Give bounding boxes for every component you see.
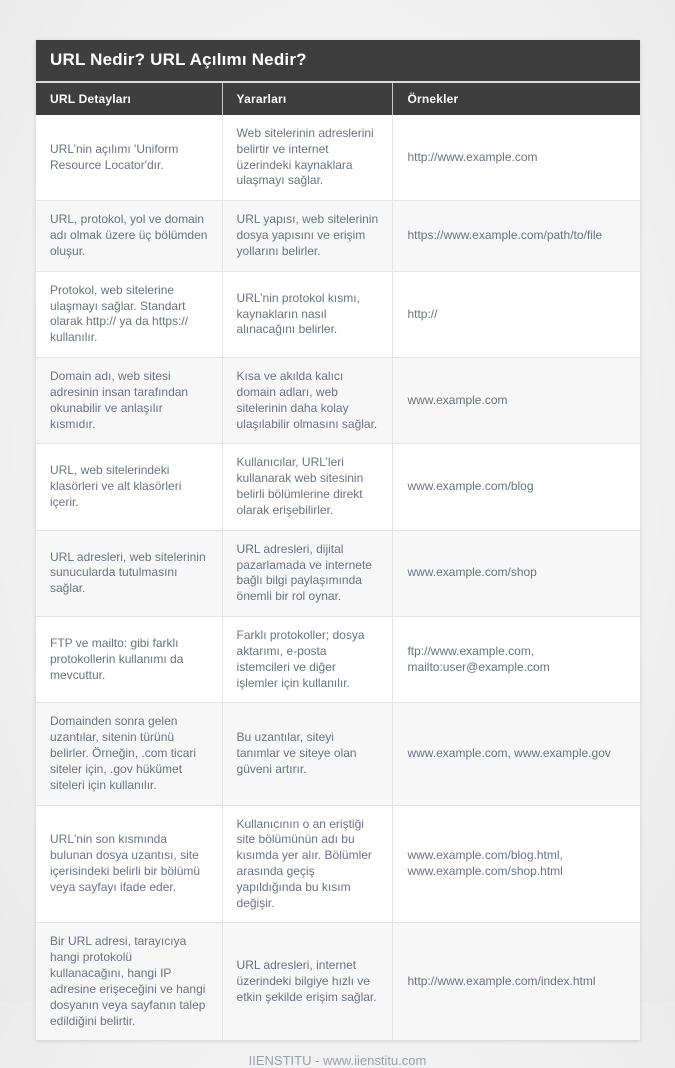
cell-ornek: http:// <box>393 271 640 357</box>
header-row <box>36 83 640 115</box>
cell-yarar: Bu uzantılar, siteyi tanımlar ve siteye olan güveni artırır. <box>222 703 393 805</box>
column-header-url-detaylari: URL Detayları <box>36 83 222 115</box>
table-row <box>36 271 640 357</box>
cell-ornek: https://www.example.com/path/to/file <box>393 201 640 271</box>
cell-yarar: URL’nin protokol kısmı, kaynakların nasıl alınacağını belirler. <box>222 271 393 357</box>
table-row <box>36 201 640 271</box>
column-header-yararlari: Yararları <box>222 83 393 115</box>
cell-detay: FTP ve mailto: gibi farklı protokollerin kullanımı da mevcuttur. <box>36 617 222 703</box>
page-title: URL Nedir? URL Açılımı Nedir? <box>36 40 640 83</box>
table-row <box>36 115 640 201</box>
cell-ornek: ftp://www.example.com, mailto:user@example.com <box>393 617 640 703</box>
cell-detay: URL’nin açılımı 'Uniform Resource Locator'dır. <box>50 141 179 172</box>
cell-ornek: www.example.com <box>393 358 640 444</box>
table-row <box>36 617 640 703</box>
table-row <box>36 444 640 530</box>
cell-detay: URL adresleri, web sitelerinin sunucularda tutulmasını sağlar. <box>36 530 222 616</box>
table-row <box>36 530 640 616</box>
url-details-table <box>36 83 640 1040</box>
cell-ornek: www.example.com/blog.html, www.example.com/shop.html <box>393 805 640 923</box>
cell-detay: Protokol, web sitelerine ulaşmayı sağlar. Standart olarak http:// ya da https:// kullanılır. <box>36 271 222 357</box>
cell-yarar: URL yapısı, web sitelerinin dosya yapısını ve erişim yollarını belirler. <box>222 201 393 271</box>
cell-ornek: www.example.com/shop <box>393 530 640 616</box>
cell-yarar: Farklı protokoller; dosya aktarımı, e-posta istemcileri ve diğer işlemler için kullanılır. <box>222 617 393 703</box>
table-row <box>36 805 640 923</box>
table-body <box>36 115 640 1040</box>
table-header <box>36 83 640 115</box>
cell-yarar: URL adresleri, dijital pazarlamada ve internete bağlı bilgi paylaşımında önemli bir rol oynar. <box>222 530 393 616</box>
cell-detay: Bir URL adresi, tarayıcıya hangi protokolü kullanacağını, hangi IP adresine erişeceğini ve hangi dosyanın veya sayfanın talep edildiğini belirtir. <box>36 923 222 1040</box>
cell-ornek: www.example.com/blog <box>393 444 640 530</box>
cell-detay: URL'nin son kısmında bulunan dosya uzantısı, site içerisindeki belirli bir bölümü veya sayfayı ifade eder. <box>36 805 222 923</box>
column-header-ornekler: Örnekler <box>393 83 640 115</box>
cell-ornek: http://www.example.com/index.html <box>393 923 640 1040</box>
cell-yarar: Kısa ve akılda kalıcı domain adları, web sitelerinin daha kolay ulaşılabilir olmasını sağlar. <box>222 358 393 444</box>
table-row <box>36 923 640 1040</box>
cell-ornek: http://www.example.com <box>393 115 640 201</box>
cell-yarar: URL adresleri, internet üzerindeki bilgiye hızlı ve etkin şekilde erişim sağlar. <box>222 923 393 1040</box>
cell-detay: Domainden sonra gelen uzantılar, sitenin türünü belirler. Örneğin, .com ticari siteler için, .gov hükümet siteleri için kullanılır. <box>36 703 222 805</box>
footer-credit: IIENSTITU - www.iienstitu.com <box>248 1053 427 1068</box>
cell-yarar: Kullanıcının o an eriştiği site bölümünün adı bu kısımda yer alır. Bölümler arasında geçiş yapıldığında bu kısım değişir. <box>222 805 393 923</box>
cell-detay: Domain adı, web sitesi adresinin insan tarafından okunabilir ve anlaşılır kısmıdır. <box>36 358 222 444</box>
cell-ornek: www.example.com, www.example.gov <box>393 703 640 805</box>
cell-detay: URL, protokol, yol ve domain adı olmak üzere üç bölümden oluşur. <box>36 201 222 271</box>
table-row <box>36 358 640 444</box>
url-info-card <box>36 40 640 1040</box>
cell-yarar: Kullanıcılar, URL’leri kullanarak web sitesinin belirli bölümlerine direkt olarak erişebilirler. <box>222 444 393 530</box>
cell-detay: URL, web sitelerindeki klasörleri ve alt klasörleri içerir. <box>36 444 222 530</box>
cell-yarar: Web sitelerinin adreslerini belirtir ve internet üzerindeki kaynaklara ulaşmayı sağlar. <box>222 115 393 201</box>
table-row <box>36 703 640 805</box>
